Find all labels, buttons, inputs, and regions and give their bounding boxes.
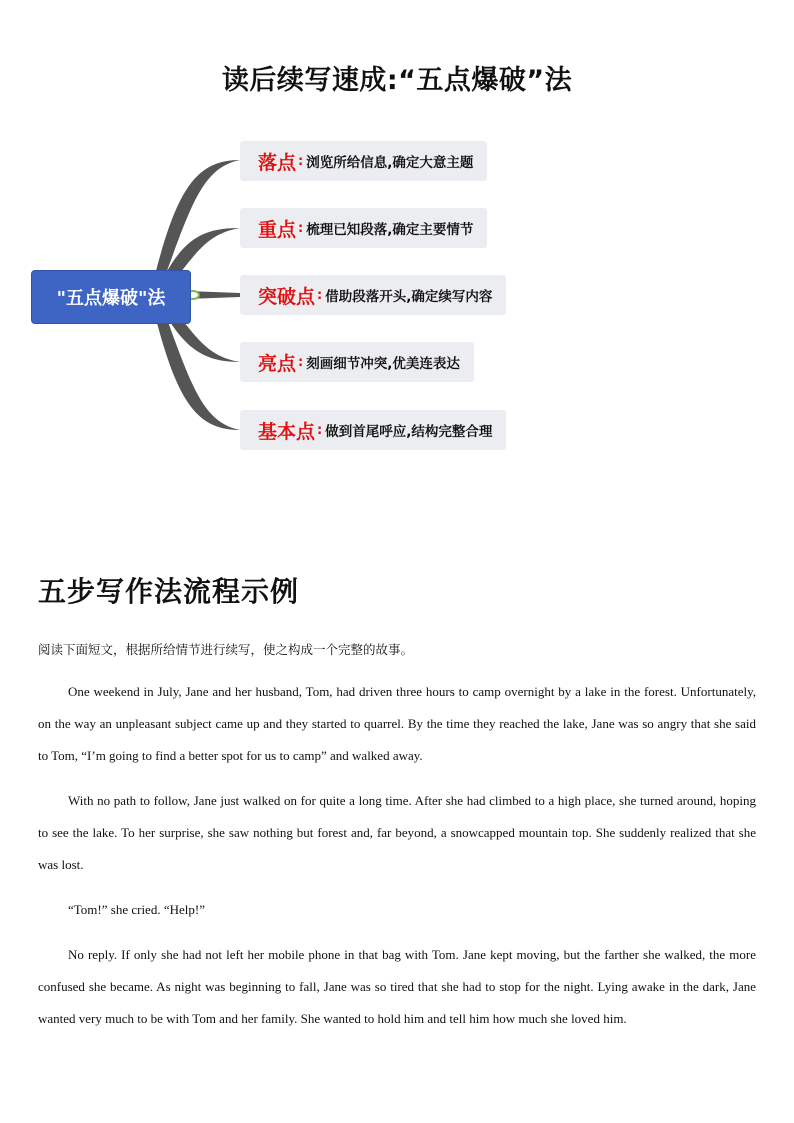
branch-separator: : xyxy=(298,220,304,236)
story-paragraph: No reply. If only she had not left her mobile phone in that bag with Tom. Jane kept moving, but the farther she walked, the more confused she became. As night was beginning to fall, Jane was so tired that she had to stop for the night. Lying awake in the dark, Jane wanted very much to be with Tom and her family. She wanted to hold him and tell him how much she loved him. xyxy=(38,947,756,1026)
branch-separator: : xyxy=(298,354,304,370)
mind-map xyxy=(0,130,794,460)
branch-key: 重点 xyxy=(258,218,297,241)
branch-key: 落点 xyxy=(258,151,297,174)
branch-jibendian[interactable] xyxy=(240,410,506,450)
instruction-text: 阅读下面短文，根据所给情节进行续写，使之构成一个完整的故事。 xyxy=(38,642,414,657)
branch-desc: 刻画细节冲突,优美连表达 xyxy=(306,356,460,372)
story-paragraph: With no path to follow, Jane just walked on for quite a long time. After she had climbed to a high place, she turned around, hoping to see the lake. To her surprise, she saw nothing but forest and, far beyond, a snowcapped mountain top. She suddenly realized that she was lost. xyxy=(38,793,756,872)
branch-luodian[interactable] xyxy=(240,141,487,181)
branch-zhongdian[interactable] xyxy=(240,208,487,248)
branch-liangdian[interactable] xyxy=(240,342,474,382)
branch-key: 亮点 xyxy=(258,352,297,375)
section-heading: 五步写作法流程示例 xyxy=(38,575,300,608)
story-paragraph: One weekend in July, Jane and her husband, Tom, had driven three hours to camp overnight by a lake in the forest. Unfortunately, on the way an unpleasant subject came up and they started to quarrel. By the time they reached the lake, Jane was so angry that she said to Tom, “I’m going to find a better spot for us to camp” and walked away. xyxy=(38,684,756,763)
branch-tupodian[interactable] xyxy=(240,275,506,315)
story-paragraph: “Tom!” she cried. “Help!” xyxy=(68,902,205,917)
branch-desc: 梳理已知段落,确定主要情节 xyxy=(306,222,474,238)
branch-key: 突破点 xyxy=(258,285,316,308)
branch-desc: 做到首尾呼应,结构完整合理 xyxy=(325,424,493,440)
branch-key: 基本点 xyxy=(258,420,316,443)
branch-separator: : xyxy=(317,422,323,438)
central-topic[interactable]: "五点爆破"法 xyxy=(31,270,191,324)
page-title: 读后续写速成:“五点爆破”法 xyxy=(221,65,573,96)
branch-desc: 浏览所给信息,确定大意主题 xyxy=(306,155,474,171)
branch-desc: 借助段落开头,确定续写内容 xyxy=(325,289,493,305)
branch-separator: : xyxy=(317,287,323,303)
branch-separator: : xyxy=(298,153,304,169)
story-body xyxy=(38,676,756,1048)
